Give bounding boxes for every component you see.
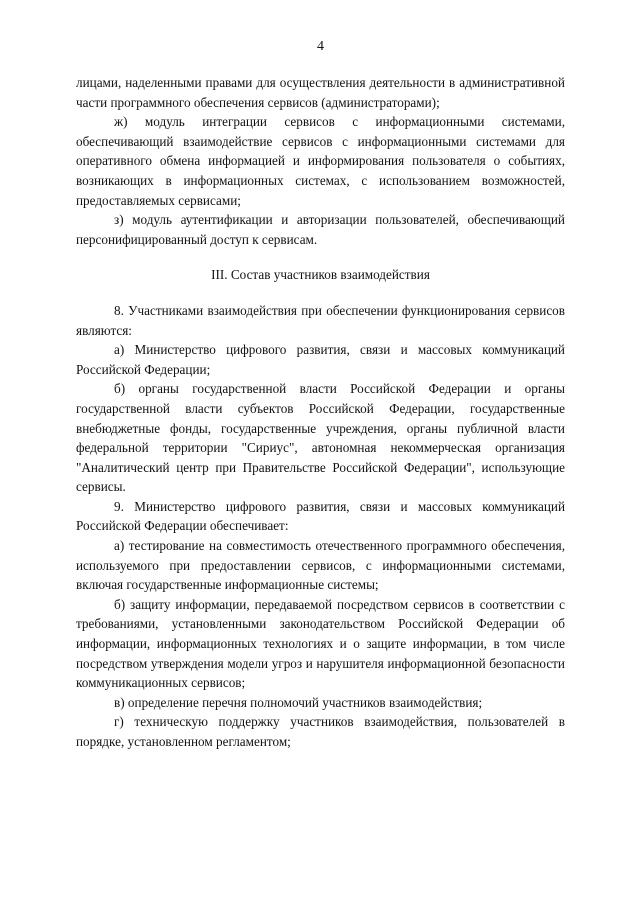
paragraph-clause-8: 8. Участниками взаимодействия при обеспечении функционирования сервисов являются: — [76, 302, 565, 338]
paragraph-clause-9-b: б) защиту информации, передаваемой посредством сервисов в соответствии с требованиями, установленными законодательством Российской Федерации об информации, информационных технологиях и о защите информации, в том числе посредством утверждения модели угроз и нарушителя информационной безопасности коммуникационных сервисов; — [76, 596, 565, 691]
paragraph-clause-9: 9. Министерство цифрового развития, связи и массовых коммуникаций Российской Федерации обеспечивает: — [76, 498, 565, 534]
paragraph-clause-8-b: б) органы государственной власти Российской Федерации и органы государственной власти субъектов Российской Федерации, государственные внебюджетные фонды, государственные учреждения, органы публичной власти федеральной территории "Сириус", автономная некоммерческая организация "Аналитический центр при Правительстве Российской Федерации", использующие сервисы. — [76, 381, 565, 495]
paragraph-item-zh: ж) модуль интеграции сервисов с информационными системами, обеспечивающий взаимодействие сервисов с информационными системами для оперативного обмена информацией и информирования пользователя о событиях, возникающих в информационных системах, с использованием возможностей, предоставляемых сервисами; — [76, 114, 565, 208]
paragraph-clause-9-a: а) тестирование на совместимость отечественного программного обеспечения, используемого при предоставлении сервисов, с информационными системами, включая государственные информационные системы; — [76, 538, 565, 593]
paragraph-administrators: лицами, наделенными правами для осуществления деятельности в административной части программного обеспечения сервисов (администраторами); — [76, 75, 565, 110]
paragraph-clause-9-g: г) техническую поддержку участников взаимодействия, пользователей в порядке, установленном регламентом; — [76, 714, 565, 749]
document-page — [76, 38, 565, 752]
paragraph-item-z: з) модуль аутентификации и авторизации пользователей, обеспечивающий персонифицированный доступ к сервисам. — [76, 212, 565, 247]
paragraph-clause-9-v: в) определение перечня полномочий участников взаимодействия; — [114, 694, 483, 710]
section-heading: III. Состав участников взаимодействия — [211, 267, 430, 283]
paragraph-clause-8-a: а) Министерство цифрового развития, связи и массовых коммуникаций Российской Федерации; — [76, 342, 565, 377]
page-number: 4 — [317, 39, 324, 54]
